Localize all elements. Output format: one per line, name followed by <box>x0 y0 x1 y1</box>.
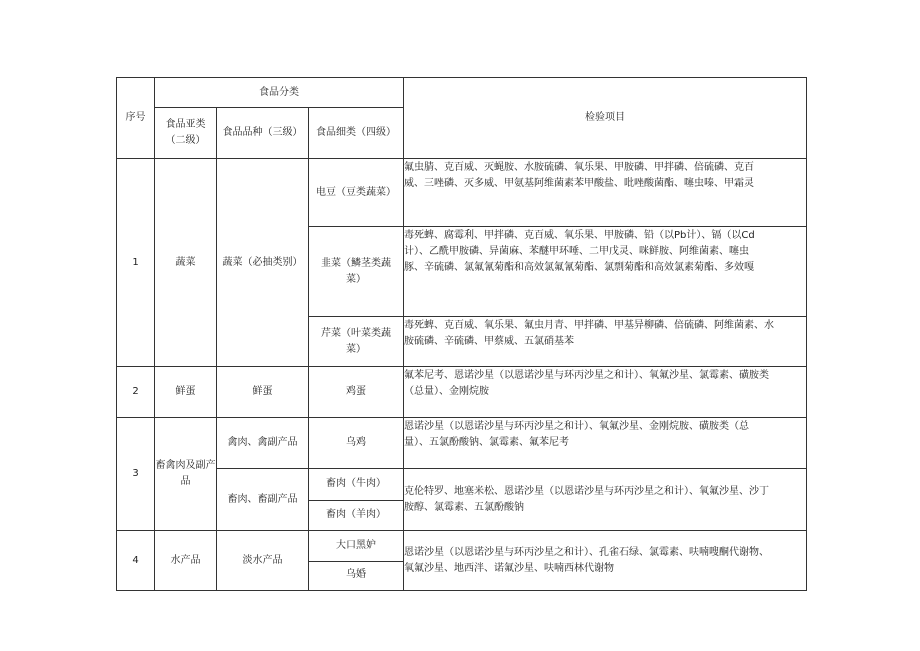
row-variety: 淡水产品 <box>217 531 309 591</box>
row-items: 毒死蜱、腐霉利、甲拌磷、克百威、氧乐果、甲胺磷、铅（以Pb计）、镉（以Cd 计）、乙酰甲胺磷、异菌麻、苯醚甲环唾、二甲戊灵、咪鲜胺、阿维菌素、噻虫 豚、辛硫磷、氯氟氰菊酯和高效氯氟氰菊酯、氯剽菊酯和高效氯素菊酯、多效嘎 <box>404 227 807 317</box>
header-inspection-items: 检验项目 <box>404 78 807 159</box>
row-detail: 芹菜（叶菜类蔬 菜） <box>309 317 404 367</box>
table-row <box>117 159 807 227</box>
row-detail: 畜肉（牛肉） <box>326 478 387 490</box>
row-items: 克伦特罗、地塞米松、恩诺沙星（以恩诺沙星与环丙沙星之和计）、氧氟沙星、沙丁 胺醇、氯霉素、五氯酚酸钠 <box>404 469 807 531</box>
row-items: 恩诺沙星（以恩诺沙星与环丙沙星之和计）、氧氟沙星、金刚烷胺、磺胺类（总 量）、五氯酚酸钠、氯霉素、氟苯尼考 <box>404 418 807 469</box>
table-row <box>117 469 807 531</box>
row-detail: 韭菜（鳞茎类蔬 菜） <box>309 227 404 317</box>
row-seq: 1 <box>117 159 155 367</box>
row-variety: 畜肉、畜副产品 <box>217 469 309 531</box>
header-seq: 序号 <box>117 78 155 159</box>
header-detail: 食品细类（四级） <box>309 108 404 159</box>
inspection-table <box>116 77 807 591</box>
row-detail: 大口黑妒 <box>336 539 377 551</box>
header-variety: 食品品种（三级） <box>217 108 309 159</box>
row-detail: 乌鸡 <box>309 418 404 469</box>
row-variety: 蔬菜（必抽类别） <box>217 159 309 367</box>
row-items: 氟苯尼考、恩诺沙星（以恩诺沙星与环丙沙星之和计）、氧氟沙星、氯霉素、磺胺类 （总量）、金刚烷胺 <box>404 367 807 418</box>
row-detail: 鸡蛋 <box>309 367 404 418</box>
row-items: 氟虫腈、克百威、灭蝇胺、水胺硫磷、氧乐果、甲胺磷、甲拌磷、倍硫磷、克百 威、三唑磷、灭多威、甲氨基阿维菌素苯甲酸盐、吡唑酸菌酯、噻虫嗪、甲霜灵 <box>404 159 807 227</box>
table-row <box>117 531 807 591</box>
row-subclass: 畜禽肉及副产品 <box>155 418 217 531</box>
row-seq: 3 <box>117 418 155 531</box>
row-detail: 电豆（豆类蔬菜） <box>309 159 404 227</box>
row-seq: 4 <box>117 531 155 591</box>
row-detail-split <box>309 469 404 531</box>
row-items: 恩诺沙星（以恩诺沙星与环丙沙星之和计）、孔雀石绿、氯霉素、呋喃嗖酮代谢物、 氧氟沙星、地西泮、诺氟沙星、呋喃西林代谢物 <box>404 531 807 591</box>
table-row <box>117 418 807 469</box>
table-row <box>117 367 807 418</box>
row-variety: 禽肉、禽副产品 <box>217 418 309 469</box>
header-subclass: 食品亚类 （二级） <box>155 108 217 159</box>
row-detail-split <box>309 531 404 591</box>
header-food-category: 食品分类 <box>155 78 404 108</box>
row-subclass: 蔬菜 <box>155 159 217 367</box>
row-subclass: 鲜蛋 <box>155 367 217 418</box>
row-subclass: 水产品 <box>155 531 217 591</box>
row-detail: 畜肉（羊肉） <box>326 508 387 520</box>
row-seq: 2 <box>117 367 155 418</box>
row-items: 毒死蜱、克百威、氧乐果、氟虫月青、甲拌磷、甲基异柳磷、倍硫磷、阿维菌素、水 胺硫磷、辛硫磷、甲蔡威、五氯硝基苯 <box>404 317 807 367</box>
row-detail: 乌婚 <box>346 569 367 581</box>
row-variety: 鲜蛋 <box>217 367 309 418</box>
